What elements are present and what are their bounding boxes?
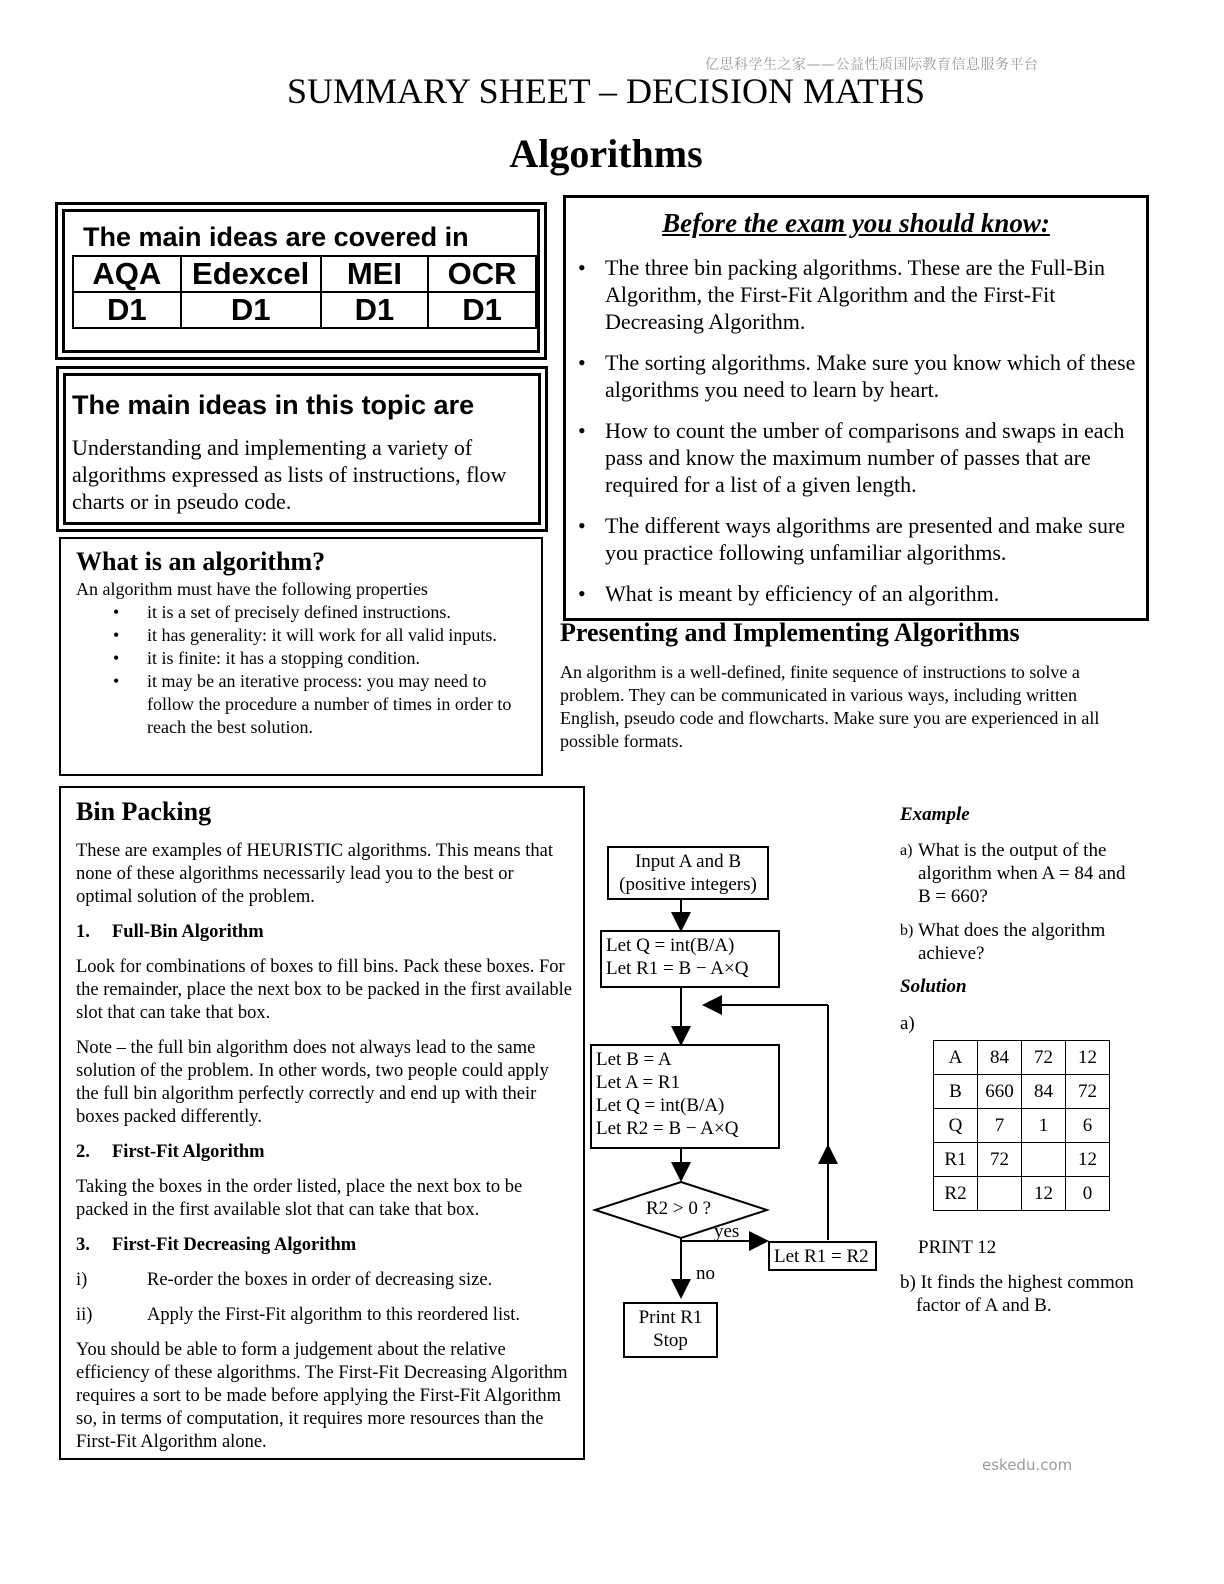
table-cell: 12: [1066, 1143, 1110, 1177]
step-heading: [76, 1234, 572, 1257]
table-cell: Q: [934, 1109, 978, 1143]
bullet-icon: •: [578, 581, 586, 606]
table-cell: B: [934, 1075, 978, 1109]
question-a: [900, 839, 1130, 908]
table-cell: 0: [1066, 1177, 1110, 1211]
step-text: Look for combinations of boxes to fill bins. Pack these boxes. For the remainder, place the next box to be packed in the first available slot that can take that box.: [76, 957, 572, 1023]
no-label: no: [696, 1263, 715, 1284]
bullet-icon: •: [578, 418, 586, 443]
list-item-text: it may be an iterative process: you may need to follow the procedure a number of times in order to reach the best solution.: [147, 671, 512, 737]
table-row: [934, 1143, 1110, 1177]
flow-text: (positive integers): [619, 874, 757, 895]
module-cell: D1: [428, 292, 536, 328]
table-cell: 6: [1066, 1109, 1110, 1143]
board-cell: AQA: [73, 256, 181, 292]
table-cell: 1: [1022, 1109, 1066, 1143]
board-cell: MEI: [321, 256, 429, 292]
flowchart: [585, 835, 885, 1365]
question-label: b): [900, 922, 914, 939]
table-cell: A: [934, 1041, 978, 1075]
sub-step-text: Apply the First-Fit algorithm to this reordered list.: [147, 1305, 521, 1325]
list-item-text: it is finite: it has a stopping condition.: [147, 648, 420, 668]
table-cell: [1022, 1143, 1066, 1177]
flow-text: Stop: [653, 1330, 688, 1351]
module-cell: D1: [321, 292, 429, 328]
covered-in-title: The main ideas are covered in: [83, 222, 469, 252]
step-heading: [76, 1141, 572, 1164]
question-text: What is the output of the algorithm when A = 84 and B = 660?: [918, 840, 1126, 907]
question-b: [900, 919, 1130, 965]
step-number: 1.: [76, 922, 90, 942]
covered-in-box: [55, 202, 547, 360]
question-text: What does the algorithm achieve?: [918, 920, 1106, 964]
list-item-text: The three bin packing algorithms. These are the Full-Bin Algorithm, the First-Fit Algorithm and the First-Fit Decreasing Algorithm.: [605, 255, 1105, 334]
table-row: [934, 1041, 1110, 1075]
sub-step: [76, 1269, 572, 1292]
main-ideas-text: Understanding and implementing a variety of algorithms expressed as lists of instructions, flow charts or in pseudo code.: [72, 435, 507, 514]
list-item: [576, 254, 1136, 335]
list-item: [576, 349, 1136, 403]
presenting-text: An algorithm is a well-defined, finite sequence of instructions to solve a problem. They can be communicated in various ways, including written English, pseudo code and flowcharts. Make sure you are experienced in all possible formats.: [560, 662, 1100, 751]
solution-a-label: a): [900, 1013, 915, 1034]
step-title: First-Fit Decreasing Algorithm: [112, 1235, 357, 1255]
bullet-icon: •: [113, 625, 120, 645]
decision-label: R2 > 0 ?: [646, 1198, 712, 1219]
table-cell: R1: [934, 1143, 978, 1177]
main-ideas-title: The main ideas in this topic are: [72, 390, 475, 420]
note-text: Note – the full bin algorithm does not always lead to the same solution of the problem. In other words, two people could apply the full bin algorithm perfectly correctly and end up with their boxes packed differently.: [76, 1038, 549, 1127]
trace-table: [933, 1040, 1110, 1211]
conclusion-text: You should be able to form a judgement about the relative efficiency of these algorithms. The First-Fit Decreasing Algorithm requires a sort to be made before applying the First-Fit Algorithm so, in terms of computation, it requires more resources than the First-Fit Algorithm alone.: [76, 1340, 568, 1452]
list-item: [576, 512, 1136, 566]
table-row: [934, 1109, 1110, 1143]
bin-packing-box: [59, 786, 585, 1460]
sub-step: [76, 1304, 572, 1327]
list-item-text: The different ways algorithms are presented and make sure you practice following unfamiliar algorithms.: [605, 513, 1126, 565]
module-cell: D1: [73, 292, 181, 328]
watermark-top: 亿思科学生之家——公益性质国际教育信息服务平台: [705, 57, 1039, 73]
question-label: a): [900, 842, 913, 859]
flow-text: Let R1 = B − A×Q: [606, 958, 749, 979]
what-is-algorithm-box: [59, 537, 543, 776]
print-result: PRINT 12: [918, 1237, 997, 1258]
what-is-algorithm-intro: An algorithm must have the following properties: [76, 579, 428, 599]
before-exam-box: [563, 195, 1149, 621]
table-cell: 72: [1066, 1075, 1110, 1109]
bin-packing-intro: These are examples of HEURISTIC algorithms. This means that none of these algorithms necessarily lead you to the best or optimal solution of the problem.: [76, 841, 553, 907]
before-exam-list: [576, 254, 1136, 621]
flow-text: Input A and B: [634, 851, 742, 872]
init-box: [600, 930, 780, 988]
answer-b: b) It finds the highest common factor of A and B.: [900, 1272, 1134, 1316]
table-row: [934, 1075, 1110, 1109]
flow-text: Let R2 = B − A×Q: [596, 1118, 739, 1139]
bullet-icon: •: [113, 602, 120, 622]
list-item: [76, 601, 527, 624]
table-cell: 660: [978, 1075, 1022, 1109]
sub-step-text: Re-order the boxes in order of decreasing size.: [147, 1270, 493, 1290]
step-title: First-Fit Algorithm: [112, 1142, 265, 1162]
yes-label: yes: [714, 1221, 740, 1242]
table-cell: 12: [1066, 1041, 1110, 1075]
table-cell: 72: [1022, 1041, 1066, 1075]
step-text: Taking the boxes in the order listed, place the next box to be packed in the first available slot that can take that box.: [76, 1177, 523, 1220]
presenting-title: Presenting and Implementing Algorithms: [560, 618, 1020, 647]
loop-box: [590, 1044, 780, 1149]
sub-step-number: ii): [76, 1305, 93, 1325]
list-item-text: it is a set of precisely defined instructions.: [147, 602, 451, 622]
bullet-icon: •: [113, 648, 120, 668]
list-item: [576, 580, 1136, 607]
what-is-algorithm-title: What is an algorithm?: [76, 547, 326, 576]
table-row: [934, 1177, 1110, 1211]
board-cell: OCR: [428, 256, 536, 292]
end-box: [623, 1302, 718, 1358]
sub-step-number: i): [76, 1270, 88, 1290]
bullet-icon: •: [578, 513, 586, 538]
list-item-text: How to count the umber of comparisons and swaps in each pass and know the maximum number of passes that are required for a list of a given length.: [605, 418, 1125, 497]
step-number: 3.: [76, 1235, 90, 1255]
board-cell: Edexcel: [181, 256, 321, 292]
flow-text: Let A = R1: [596, 1072, 681, 1093]
bullet-icon: •: [578, 350, 586, 375]
list-item-text: it has generality: it will work for all valid inputs.: [147, 625, 497, 645]
page-title: SUMMARY SHEET – DECISION MATHS: [286, 71, 926, 111]
list-item: [76, 647, 527, 670]
watermark-bottom: eskedu.com: [982, 1456, 1073, 1474]
flow-text: Print R1: [638, 1307, 703, 1328]
bullet-icon: •: [113, 671, 120, 691]
table-cell: 7: [978, 1109, 1022, 1143]
exam-board-table: [72, 255, 537, 329]
table-cell: 84: [978, 1041, 1022, 1075]
table-cell: [978, 1177, 1022, 1211]
example-title: Example: [900, 804, 970, 825]
flow-text: Let B = A: [596, 1049, 672, 1070]
table-cell: R2: [934, 1177, 978, 1211]
before-exam-title: Before the exam you should know:: [662, 208, 1050, 238]
table-cell: 84: [1022, 1075, 1066, 1109]
flow-text: Let Q = int(B/A): [606, 935, 735, 956]
step-number: 2.: [76, 1142, 90, 1162]
table-cell: 12: [1022, 1177, 1066, 1211]
list-item: [76, 624, 527, 647]
bin-packing-title: Bin Packing: [76, 797, 212, 826]
bullet-icon: •: [578, 255, 586, 280]
list-item-text: What is meant by efficiency of an algorithm.: [605, 581, 1000, 606]
list-item-text: The sorting algorithms. Make sure you know which of these algorithms you need to learn by heart.: [605, 350, 1136, 402]
list-item: [576, 417, 1136, 498]
step-heading: [76, 921, 572, 944]
algorithm-properties-list: [76, 601, 527, 739]
module-cell: D1: [181, 292, 321, 328]
page-subtitle: Algorithms: [509, 131, 703, 176]
bin-packing-body: [76, 840, 572, 1466]
flow-text: Let Q = int(B/A): [596, 1095, 725, 1116]
table-cell: 72: [978, 1143, 1022, 1177]
list-item: [76, 670, 527, 739]
main-ideas-box: [56, 366, 548, 532]
input-box: [607, 846, 769, 900]
update-box: Let R1 = R2: [768, 1241, 877, 1271]
step-title: Full-Bin Algorithm: [112, 922, 264, 942]
solution-title: Solution: [900, 976, 967, 997]
